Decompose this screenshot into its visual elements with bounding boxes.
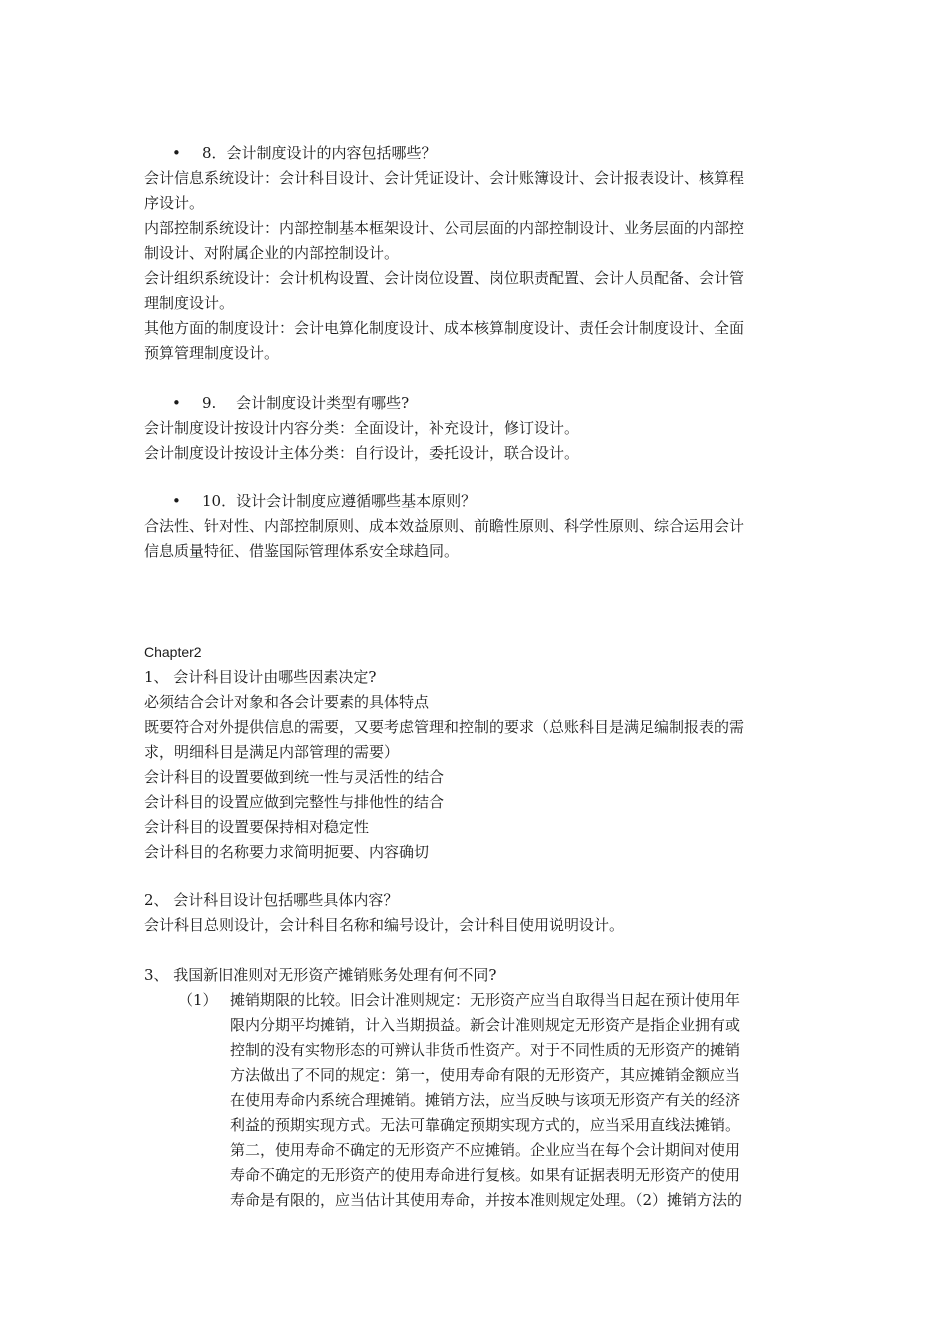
answer-line: 方法做出了不同的规定：第一，使用寿命有限的无形资产，其应摊销金额应当 — [230, 1066, 741, 1084]
answer-line: 会计科目的设置要做到统一性与灵活性的结合 — [144, 768, 445, 786]
answer-line: 寿命不确定的无形资产的使用寿命进行复核。如果有证据表明无形资产的使用 — [230, 1166, 741, 1184]
bullet-icon: • — [172, 394, 181, 412]
answer-line: 预算管理制度设计。 — [144, 344, 280, 362]
answer-line: 会计组织系统设计：会计机构设置、会计岗位设置、岗位职责配置、会计人员配备、会计管 — [144, 269, 745, 287]
question-8-heading — [144, 141, 812, 166]
question-9-title: 9. 会计制度设计类型有哪些? — [202, 394, 410, 412]
answer-line: 控制的没有实物形态的可辨认非货币性资产。对于不同性质的无形资产的摊销 — [230, 1041, 741, 1059]
question-8-block — [144, 141, 812, 366]
question-10-block — [144, 489, 812, 564]
question-10-title: 10．设计会计制度应遵循哪些基本原则？ — [202, 492, 477, 510]
answer-line: 第二，使用寿命不确定的无形资产不应摊销。企业应当在每个会计期间对使用 — [230, 1141, 741, 1159]
answer-line: 会计科目的设置要保持相对稳定性 — [144, 818, 370, 836]
answer-line: 利益的预期实现方式。无法可靠确定预期实现方式的，应当采用直线法摊销。 — [230, 1116, 741, 1134]
answer-line: 合法性、针对性、内部控制原则、成本效益原则、前瞻性原则、科学性原则、综合运用会计 — [144, 517, 745, 535]
answer-line: 制设计、对附属企业的内部控制设计。 — [144, 244, 400, 262]
bullet-icon: • — [172, 144, 181, 162]
question-1-title: 1、 会计科目设计由哪些因素决定? — [144, 668, 377, 686]
question-3-title: 3、 我国新旧准则对无形资产摊销账务处理有何不同? — [144, 966, 497, 984]
answer-line: 限内分期平均摊销，计入当期损益。新会计准则规定无形资产是指企业拥有或 — [230, 1016, 741, 1034]
answer-line: 序设计。 — [144, 194, 205, 212]
answer-line: 会计科目的名称要力求简明扼要、内容确切 — [144, 843, 430, 861]
chapter-2-block — [144, 640, 812, 865]
answer-line: 信息质量特征、借鉴国际管理体系安全球趋同。 — [144, 542, 460, 560]
answer-line: 会计制度设计按设计主体分类：自行设计，委托设计，联合设计。 — [144, 444, 580, 462]
answer-line: 内部控制系统设计：内部控制基本框架设计、公司层面的内部控制设计、业务层面的内部控 — [144, 219, 745, 237]
question-9-heading — [144, 391, 812, 416]
answer-line: 会计科目的设置应做到完整性与排他性的结合 — [144, 793, 445, 811]
answer-line: 既要符合对外提供信息的需要，又要考虑管理和控制的要求（总账科目是满足编制报表的需 — [144, 718, 745, 736]
answer-line: 求，明细科目是满足内部管理的需要） — [144, 743, 400, 761]
answer-line: 其他方面的制度设计：会计电算化制度设计、成本核算制度设计、责任会计制度设计、全面 — [144, 319, 745, 337]
answer-line: 会计制度设计按设计内容分类：全面设计，补充设计，修订设计。 — [144, 419, 580, 437]
answer-line: 会计信息系统设计：会计科目设计、会计凭证设计、会计账簿设计、会计报表设计、核算程 — [144, 169, 745, 187]
list-marker: （1） — [178, 991, 218, 1009]
answer-line: 摊销期限的比较。旧会计准则规定：无形资产应当自取得当日起在预计使用年 — [230, 991, 741, 1009]
question-10-heading — [144, 489, 812, 514]
answer-line: 必须结合会计对象和各会计要素的具体特点 — [144, 693, 430, 711]
question-2-block — [144, 888, 812, 938]
answer-line: 在使用寿命内系统合理摊销。摊销方法，应当反映与该项无形资产有关的经济 — [230, 1091, 741, 1109]
question-2-title: 2、 会计科目设计包括哪些具体内容？ — [144, 891, 399, 909]
bullet-icon: • — [172, 492, 181, 510]
question-9-block — [144, 391, 812, 466]
answer-line: 理制度设计。 — [144, 294, 235, 312]
list-item-body — [230, 988, 812, 1213]
question-3-block — [144, 963, 812, 988]
answer-line: 寿命是有限的，应当估计其使用寿命，并按本准则规定处理。（2）摊销方法的 — [230, 1191, 743, 1209]
answer-line: 会计科目总则设计，会计科目名称和编号设计，会计科目使用说明设计。 — [144, 916, 625, 934]
question-8-title: 8．会计制度设计的内容包括哪些？ — [202, 144, 437, 162]
chapter-heading: Chapter2 — [144, 644, 202, 660]
